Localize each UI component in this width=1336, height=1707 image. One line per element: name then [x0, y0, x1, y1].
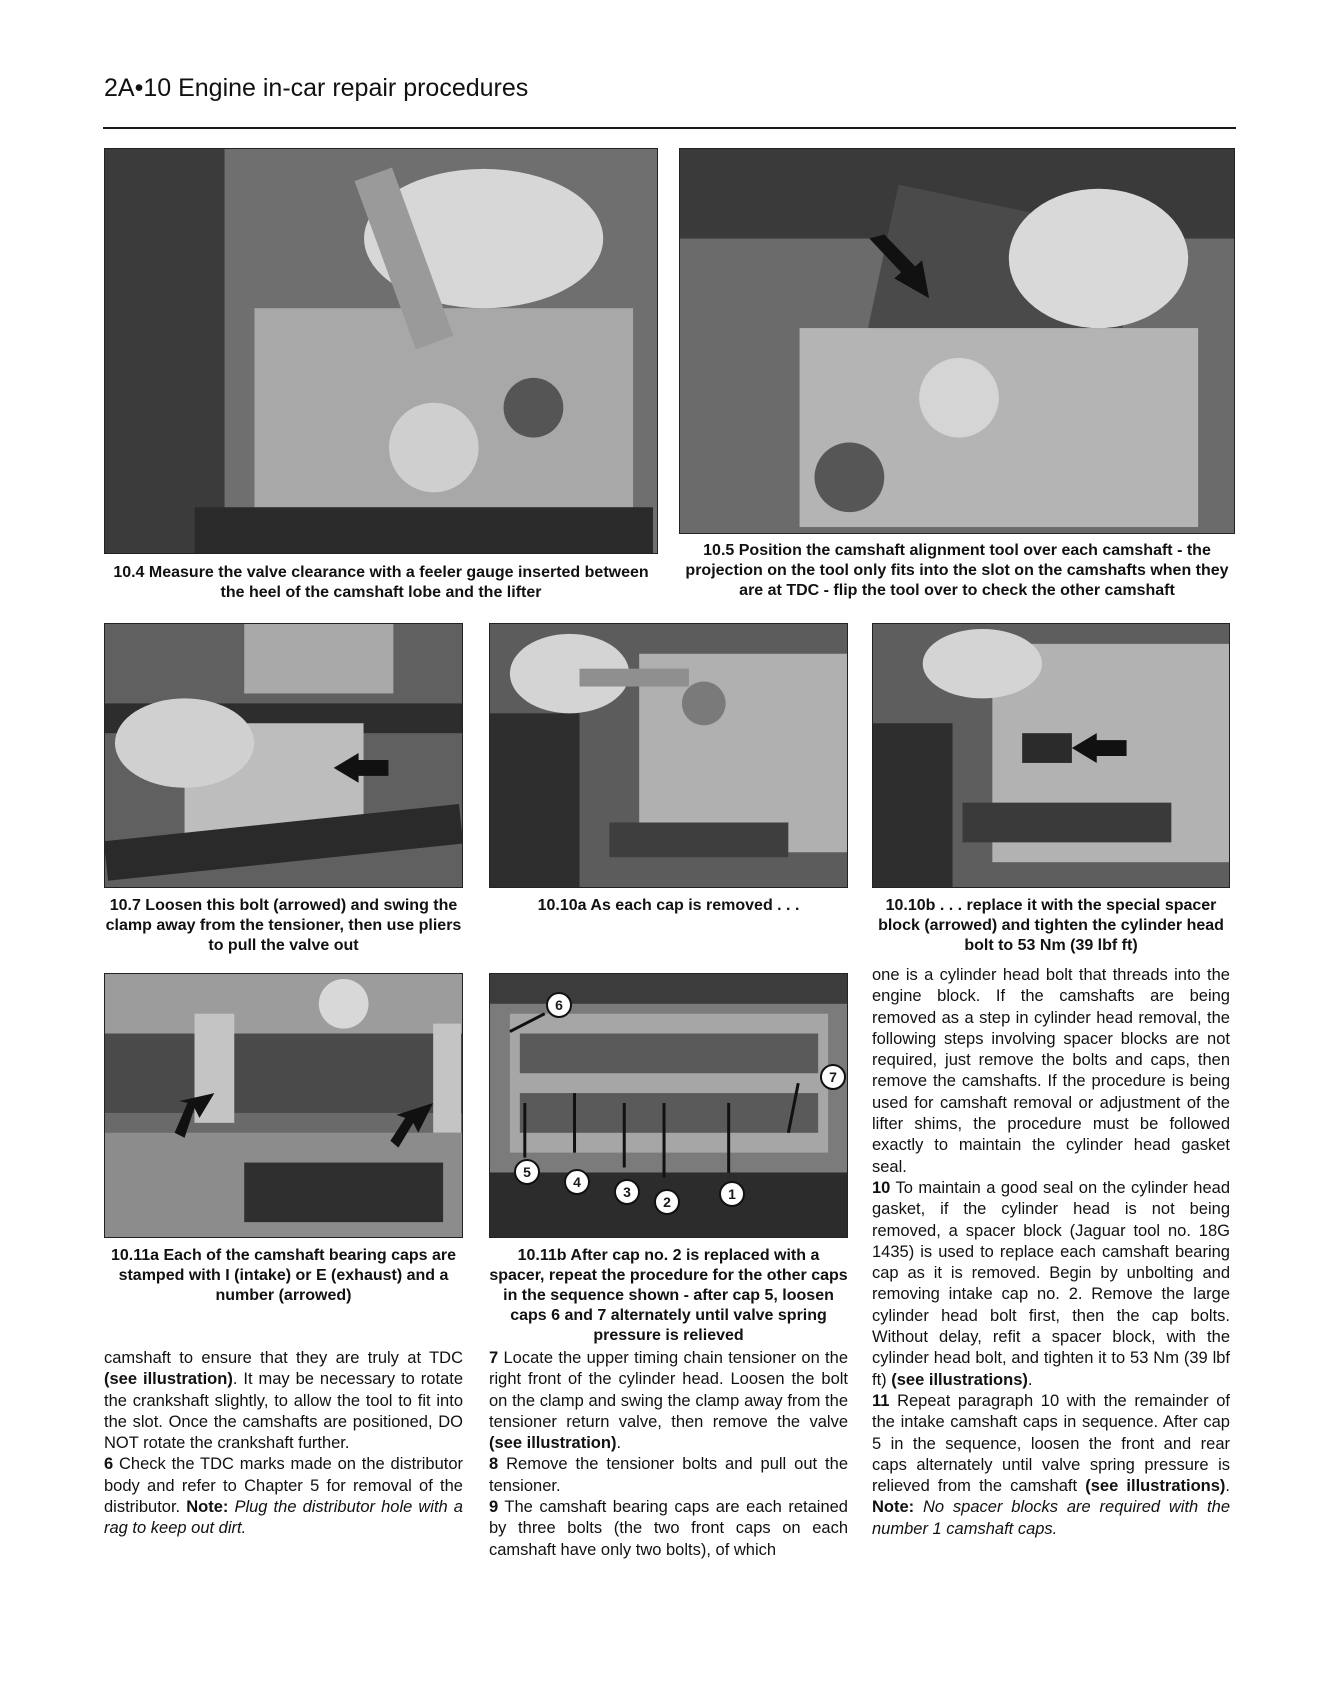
callout-6: 6	[546, 992, 572, 1018]
paragraph-10: 10 To maintain a good seal on the cylinder head gasket, if the cylinder head is not being removed, a spacer block (Jaguar tool no. 18G 1435) is used to replace each camshaft bearing cap as it is removed. Begin by unbolting and removing intake cap no. 2. Remove the large cylinder head bolt first, then the cap bolts. Without delay, refit a spacer block, with the cylinder head bolt, and tighten it to 53 Nm (39 lbf ft) (see illustrations).	[872, 1178, 1230, 1389]
photo-10-7	[104, 623, 463, 888]
callout-3: 3	[614, 1179, 640, 1205]
caption-10-4: 10.4 Measure the valve clearance with a feeler gauge inserted between the heel of the camshaft lobe and the lifter	[113, 564, 649, 601]
paragraph-11: 11 Repeat paragraph 10 with the remainder of the intake camshaft caps in sequence. After cap 5 in the sequence, loosen the front and rear caps alternately until valve spring pressure is relieved from the camshaft (see illustrations). Note: No spacer blocks are required with the number 1 camshaft caps.	[872, 1391, 1231, 1538]
photo-10-4	[104, 148, 658, 554]
text-column-1	[104, 1348, 463, 1540]
page-header: 2A•10 Engine in-car repair procedures	[104, 74, 529, 102]
paragraph-9: 9 The camshaft bearing caps are each retained by three bolts (the two front caps on each camshaft have only two bolts), of which	[489, 1498, 848, 1559]
header-rule	[103, 127, 1236, 129]
photo-10-10a	[489, 623, 848, 888]
callout-1: 1	[719, 1181, 745, 1207]
caption-10-10b: 10.10b . . . replace it with the special spacer block (arrowed) and tighten the cylinder head bolt to 53 Nm (39 lbf ft)	[878, 897, 1224, 954]
text-column-2	[489, 1348, 848, 1561]
paragraph-9-continued: one is a cylinder head bolt that threads into the engine block. If the camshafts are being removed as a step in cylinder head removal, the following steps involving spacer blocks are not required, just remove the bolts and caps, then remove the camshafts. If the procedure is being used for camshaft removal or adjustment of the lifter shims, the procedure must be followed exactly to maintain the cylinder head gasket seal.	[872, 966, 1230, 1176]
caption-10-10a: 10.10a As each cap is removed . . .	[537, 897, 800, 914]
caption-10-7: 10.7 Loosen this bolt (arrowed) and swing the clamp away from the tensioner, then use pliers to pull the valve out	[105, 897, 462, 954]
photo-10-11b	[489, 973, 848, 1238]
photo-10-11a	[104, 973, 463, 1238]
paragraph-7: 7 Locate the upper timing chain tensioner on the right front of the cylinder head. Loosen the bolt on the clamp and swing the clamp away from the tensioner return valve, then remove the valve (see illustration).	[489, 1349, 848, 1453]
text-column-3	[872, 965, 1230, 1540]
callout-2: 2	[654, 1189, 680, 1215]
callout-4: 4	[564, 1169, 590, 1195]
caption-10-5: 10.5 Position the camshaft alignment tool over each camshaft - the projection on the tool only fits into the slot on the camshafts when they are at TDC - flip the tool over to check the other camshaft	[685, 542, 1229, 599]
paragraph-8: 8 Remove the tensioner bolts and pull out the tensioner.	[489, 1455, 848, 1495]
callout-5: 5	[514, 1159, 540, 1185]
caption-10-11b: 10.11b After cap no. 2 is replaced with a spacer, repeat the procedure for the other caps in the sequence shown - after cap 5, loosen caps 6 and 7 alternately until valve spring pressure is relieved	[489, 1247, 848, 1344]
caption-10-11a: 10.11a Each of the camshaft bearing caps are stamped with I (intake) or E (exhaust) and a number (arrowed)	[110, 1247, 457, 1304]
photo-10-5	[679, 148, 1235, 534]
photo-10-10b	[872, 623, 1230, 888]
paragraph-5-continued: camshaft to ensure that they are truly at TDC (see illustration). It may be necessary to rotate the crankshaft slightly, to allow the tool to fit into the slot. Once the camshafts are positioned, DO NOT rotate the crankshaft further.	[104, 1349, 464, 1453]
callout-7: 7	[820, 1064, 846, 1090]
paragraph-6: 6 Check the TDC marks made on the distributor body and refer to Chapter 5 for removal of the distributor. Note: Plug the distributor hole with a rag to keep out dirt.	[104, 1455, 463, 1538]
